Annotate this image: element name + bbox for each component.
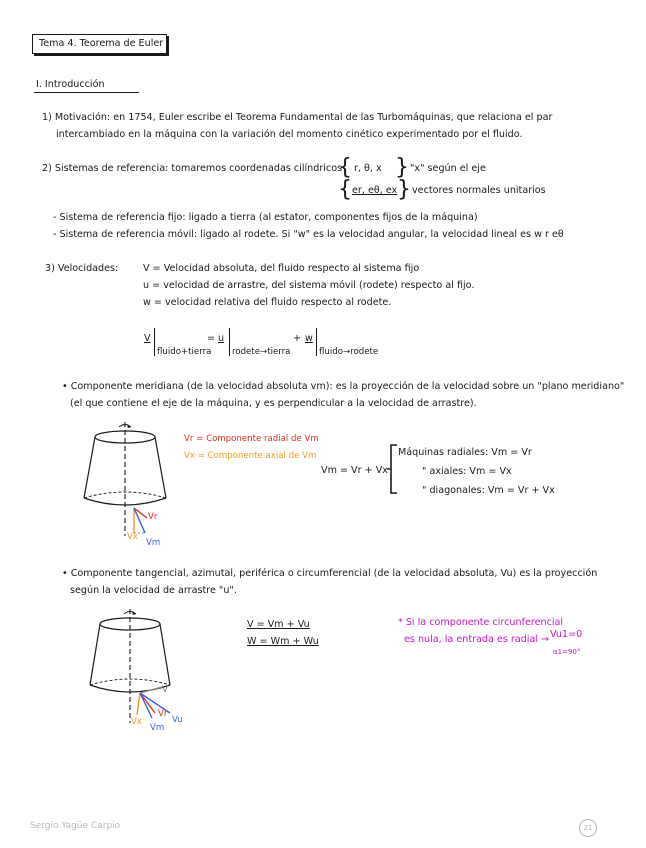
eq-u: u: [218, 333, 225, 344]
tangential-line2: según la velocidad de arrastre "u".: [70, 585, 237, 596]
vr-label: Vr = Componente radial de Vm: [184, 434, 319, 444]
vm-equation: Vm = Vr + Vx: [321, 465, 388, 476]
page-number: 21: [579, 819, 597, 837]
meridian-line1: • Componente meridiana (de la velocidad absoluta vm): es la proyección de la velocidad sobre un "plano meridiano": [62, 381, 625, 392]
diag2-vm: Vm: [150, 723, 165, 733]
note-angle: α1=90°: [553, 648, 581, 656]
brace-close-1: }: [395, 155, 409, 180]
machine-radial: Máquinas radiales: Vm = Vr: [398, 447, 532, 458]
meridian-line2: (el que contiene el eje de la máquina, y es perpendicular a la velocidad de arrastre).: [70, 398, 477, 409]
diag2-v: V: [162, 685, 168, 695]
item2-after-vectors: vectores normales unitarios: [412, 185, 546, 196]
note-line2: es nula, la entrada es radial →: [404, 634, 550, 645]
eq-w-sub: fluido→rodete: [319, 347, 379, 357]
tangential-eq1: V = Vm + Vu: [247, 619, 310, 630]
item3-u-def: u = velocidad de arrastre, del sistema móvil (rodete) respecto al fijo.: [143, 280, 475, 291]
eq-v-sub: fluido+tierra: [157, 347, 212, 357]
eq-w: w: [305, 333, 313, 344]
eq-equals: =: [207, 333, 216, 344]
section-heading: I. Introducción: [36, 79, 105, 90]
brace-open-2: {: [338, 177, 352, 202]
footer-author: Sergio Yagüe Carpio: [30, 821, 121, 831]
item3-label: 3) Velocidades:: [45, 263, 119, 274]
item2-vectors: er, eθ, ex: [352, 185, 398, 196]
diag1-vm: Vm: [146, 538, 161, 548]
page-title: Tema 4. Teorema de Euler: [39, 38, 164, 49]
note-value: Vu1=0: [550, 629, 583, 640]
item3-w-def: w = velocidad relativa del fluido respecto al rodete.: [143, 297, 392, 308]
diag1-vr: Vr: [148, 512, 158, 522]
eq-v: V: [144, 333, 151, 344]
eq-u-sub: rodete→tierra: [232, 347, 291, 357]
eq-plus: +: [293, 333, 302, 344]
item1-line2: intercambiado en la máquina con la variación del momento cinético experimentado por el fluido.: [56, 129, 523, 140]
section-underline: [34, 92, 139, 93]
frustum-diagram-2: [90, 605, 200, 735]
item2-line1: 2) Sistemas de referencia: tomaremos coordenadas cilíndricos: [42, 163, 343, 174]
tangential-line1: • Componente tangencial, azimutal, periférica o circumferencial (de la velocidad absoluta, Vu) es la proyección: [62, 568, 598, 579]
item2-mobile: - Sistema de referencia móvil: ligado al rodete. Si "w" es la velocidad angular, la velocidad lineal es w r eθ: [53, 229, 564, 240]
machine-diagonal: " diagonales: Vm = Vr + Vx: [422, 485, 555, 496]
eq-bar-3: [316, 328, 317, 356]
eq-bar-1: [154, 328, 155, 356]
brace-open-1: {: [338, 155, 352, 180]
brace-close-2: }: [397, 177, 411, 202]
note-line1: * Si la componente circunferencial: [398, 617, 564, 628]
diag1-vx: Vx: [127, 532, 138, 542]
vx-label: Vx = Componente axial de Vm: [184, 451, 317, 461]
diag2-vu: Vu: [172, 715, 183, 725]
machine-axial: " axiales: Vm = Vx: [422, 466, 512, 477]
item2-coords: r, θ, x: [354, 163, 382, 174]
eq-bar-2: [229, 328, 230, 356]
item1-line1: 1) Motivación: en 1754, Euler escribe el Teorema Fundamental de las Turbomáquinas, que relaciona el par: [42, 112, 553, 123]
item3-v-def: V = Velocidad absoluta, del fluido respecto al sistema fijo: [143, 263, 420, 274]
title-box: [32, 34, 167, 54]
diag2-vr: Vr: [158, 709, 168, 719]
item2-fixed: - Sistema de referencia fijo: ligado a tierra (al estator, componentes fijos de la máquina): [53, 212, 478, 223]
frustum-diagram-1: [80, 418, 190, 548]
item2-after-coords: "x" según el eje: [410, 163, 486, 174]
tangential-eq2: W = Wm + Wu: [247, 636, 319, 647]
diag2-vx: Vx: [131, 717, 142, 727]
